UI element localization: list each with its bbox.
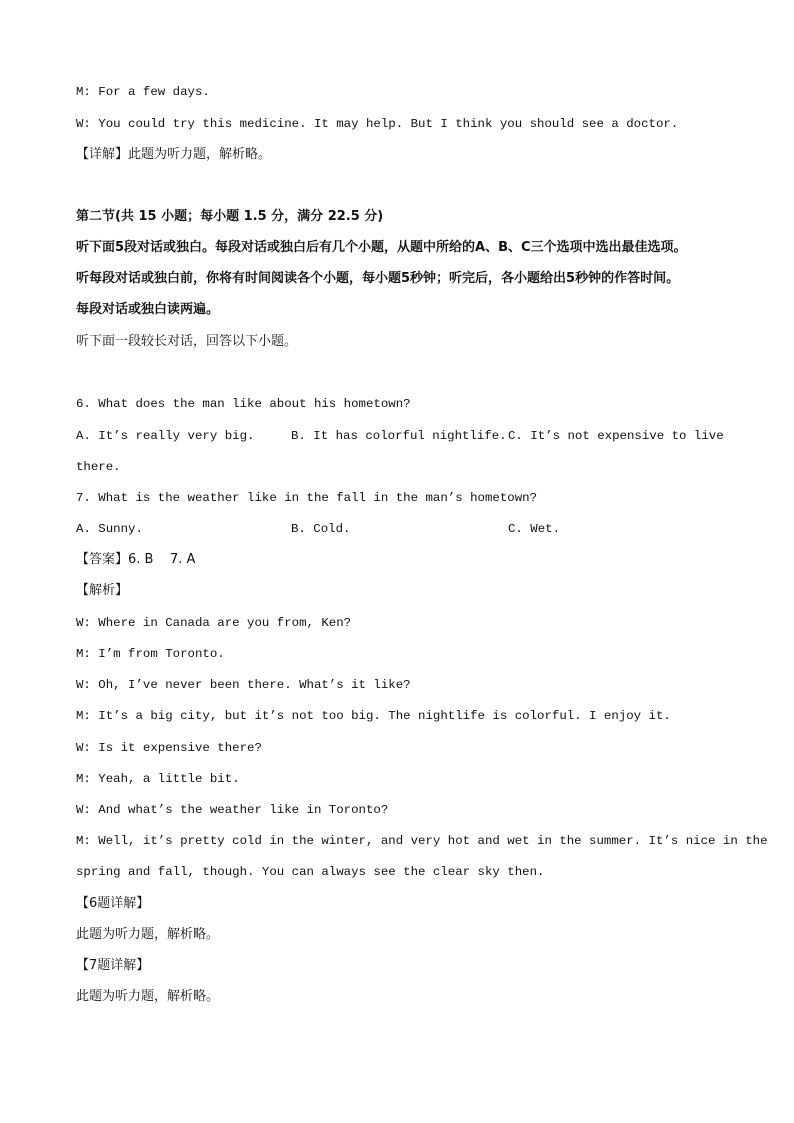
transcript-line: W: Oh, I’ve never been there. What’s it like?	[76, 678, 411, 692]
detail-6-label: 【6题详解】	[76, 896, 150, 911]
dialogue-line: M: For a few days.	[76, 85, 210, 99]
transcript-line: spring and fall, though. You can always see the clear sky then.	[76, 865, 545, 879]
instruction-line: 听每段对话或独白前，你将有时间阅读各个小题，每小题5秒钟；听完后，各小题给出5秒钟的作答时间。	[76, 271, 680, 286]
q6-option-a: A. It’s really very big.	[76, 429, 255, 443]
transcript-line: W: Is it expensive there?	[76, 741, 262, 755]
detail-6-text: 此题为听力题，解析略。	[76, 927, 220, 942]
transcript-line: M: I’m from Toronto.	[76, 647, 225, 661]
answer-line: 【答案】6. B 7. A	[76, 552, 196, 567]
analysis-label: 【解析】	[76, 583, 129, 598]
q6-option-b: B. It has colorful nightlife.	[291, 429, 507, 443]
question-7: 7. What is the weather like in the fall in the man’s hometown?	[76, 491, 538, 505]
transcript-line: W: Where in Canada are you from, Ken?	[76, 616, 352, 630]
transcript-line: W: And what’s the weather like in Toronto?	[76, 803, 389, 817]
q7-option-a: A. Sunny.	[76, 522, 143, 536]
dialogue-line: W: You could try this medicine. It may help. But I think you should see a doctor.	[76, 117, 679, 131]
q6-option-c-continued: there.	[76, 460, 121, 474]
detail-7-text: 此题为听力题，解析略。	[76, 989, 220, 1004]
transcript-line: M: Well, it’s pretty cold in the winter, and very hot and wet in the summer. It’s nice in the	[76, 834, 768, 848]
transcript-line: M: Yeah, a little bit.	[76, 772, 240, 786]
q6-option-c: C. It’s not expensive to live	[508, 429, 724, 443]
q7-option-c: C. Wet.	[508, 522, 561, 536]
q7-option-b: B. Cold.	[291, 522, 351, 536]
detail-7-label: 【7题详解】	[76, 958, 150, 973]
lead-in: 听下面一段较长对话，回答以下小题。	[76, 334, 298, 349]
instruction-line: 每段对话或独白读两遍。	[76, 302, 220, 317]
instruction-line: 听下面5段对话或独白。每段对话或独白后有几个小题，从题中所给的A、B、C三个选项中选出最佳选项。	[76, 240, 687, 255]
question-6: 6. What does the man like about his hometown?	[76, 397, 411, 411]
section-title: 第二节(共 15 小题；每小题 1.5 分，满分 22.5 分)	[76, 209, 384, 224]
transcript-line: M: It’s a big city, but it’s not too big. The nightlife is colorful. I enjoy it.	[76, 709, 671, 723]
detail-note: 【详解】此题为听力题，解析略。	[76, 147, 272, 162]
